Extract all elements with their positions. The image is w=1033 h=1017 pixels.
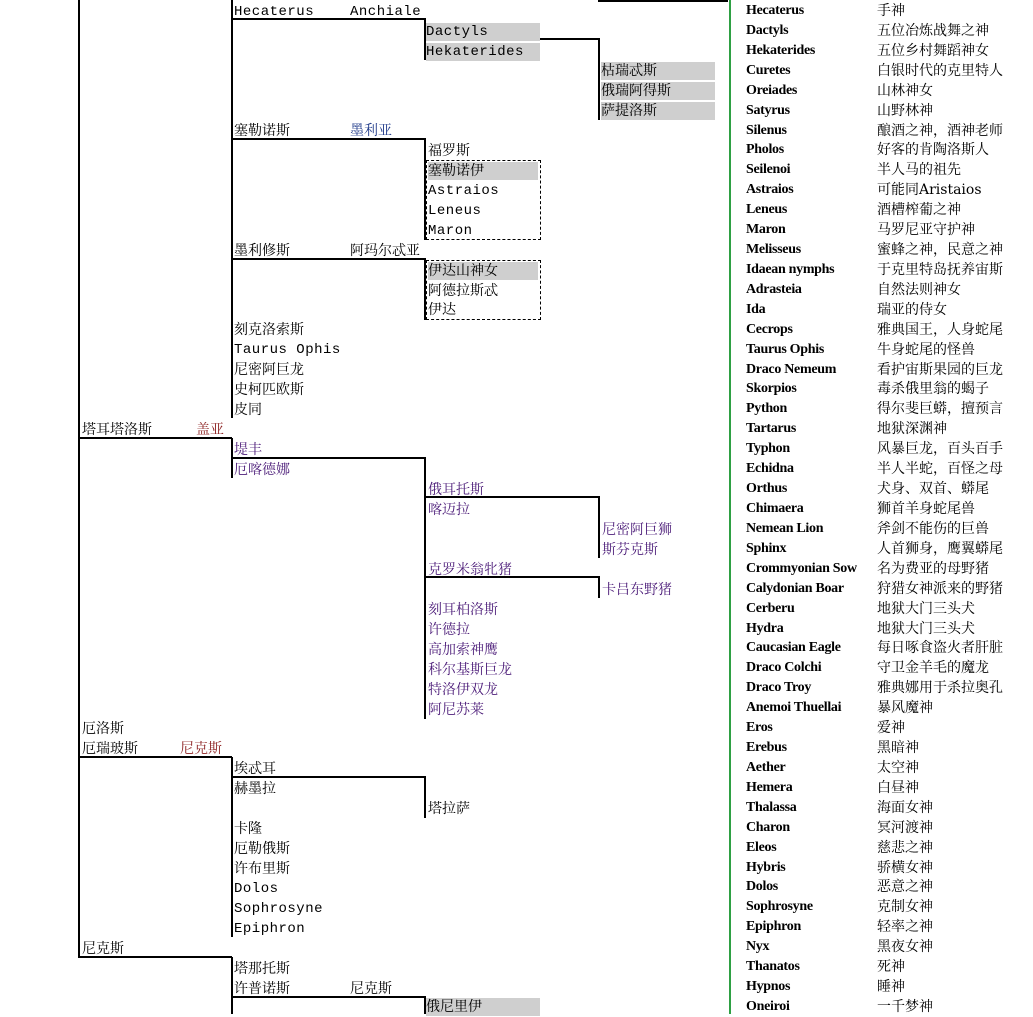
legend-chinese-description: 狩猎女神派来的野猪 — [877, 580, 1003, 597]
legend-chinese-description: 白昼神 — [877, 779, 919, 796]
legend-row — [746, 977, 1033, 997]
legend-row — [746, 957, 1033, 977]
node-draco-colchi: 科尔基斯巨龙 — [428, 662, 512, 678]
legend-row — [746, 619, 1033, 639]
legend-row — [746, 240, 1033, 260]
node-ida: 伊达 — [428, 302, 456, 318]
tree-line — [231, 0, 233, 418]
legend-chinese-description: 风暴巨龙，百头百手 — [877, 441, 1003, 458]
node-cerberus: 刻耳柏洛斯 — [428, 602, 498, 618]
tree-line — [424, 776, 426, 818]
legend-row — [746, 379, 1033, 399]
legend-chinese-description: 死神 — [877, 959, 905, 976]
legend-row — [746, 718, 1033, 738]
legend-row — [746, 997, 1033, 1017]
legend-row — [746, 21, 1033, 41]
legend-row — [746, 897, 1033, 917]
legend-row — [746, 877, 1033, 897]
legend-chinese-description: 于克里特岛抚养宙斯 — [877, 261, 1003, 278]
legend-row — [746, 280, 1033, 300]
node-skorpios: 史柯匹欧斯 — [234, 382, 304, 398]
legend-english-name: Maron — [746, 222, 786, 238]
legend-chinese-description: 好客的肯陶洛斯人 — [877, 142, 989, 159]
legend-row — [746, 360, 1033, 380]
legend-english-name: Hekaterides — [746, 42, 816, 58]
legend-english-name: Idaean nymphs — [746, 261, 835, 277]
node-sphinx: 斯芬克斯 — [602, 542, 658, 558]
legend-english-name: Sphinx — [746, 540, 787, 556]
legend-english-name: Typhon — [746, 441, 790, 457]
node-nyx2: 尼克斯 — [350, 981, 392, 997]
node-oreiades: 俄瑞阿得斯 — [601, 82, 715, 100]
node-gaia: 盖亚 — [196, 422, 224, 438]
legend-row — [746, 758, 1033, 778]
node-thanatos: 塔那托斯 — [234, 961, 290, 977]
node-nyx-wife: 尼克斯 — [180, 741, 222, 757]
node-silenus: 塞勒诺斯 — [234, 123, 290, 139]
legend-english-name: Astraios — [746, 182, 794, 198]
legend-english-name: Draco Nemeum — [746, 361, 837, 377]
node-hydra: 许德拉 — [428, 622, 470, 638]
legend-chinese-description: 半人马的祖先 — [877, 162, 961, 179]
legend-row — [746, 559, 1033, 579]
legend-chinese-description: 可能同Aristaios — [877, 182, 982, 199]
legend-row — [746, 479, 1033, 499]
legend-chinese-description: 骄横女神 — [877, 859, 933, 876]
legend-english-name: Cerberu — [746, 600, 795, 616]
node-anemoi: 阿尼苏莱 — [428, 702, 484, 718]
legend-row — [746, 121, 1033, 141]
legend-english-name: Dactyls — [746, 22, 789, 38]
legend-chinese-description: 太空神 — [877, 759, 919, 776]
legend-row — [746, 439, 1033, 459]
node-thalassa: 塔拉萨 — [428, 801, 470, 817]
tree-line — [598, 0, 728, 2]
legend-chinese-description: 酒槽榨葡之神 — [877, 202, 961, 219]
node-curetes: 枯瑞忒斯 — [601, 62, 715, 80]
node-typhon: 堤丰 — [234, 442, 262, 458]
legend-chinese-description: 慈悲之神 — [877, 839, 933, 856]
node-crommyonian-sow: 克罗米翁牝猪 — [428, 562, 512, 578]
legend-english-name: Hybris — [746, 859, 786, 875]
legend-chinese-description: 克制女神 — [877, 899, 933, 916]
node-pholos: 福罗斯 — [428, 143, 470, 159]
legend-english-name: Hypnos — [746, 979, 791, 995]
node-tartarus: 塔耳塔洛斯 — [82, 422, 152, 438]
legend-chinese-description: 自然法则神女 — [877, 281, 961, 298]
legend-chinese-description: 爱神 — [877, 720, 905, 737]
legend-chinese-description: 冥河渡神 — [877, 819, 933, 836]
legend-chinese-description: 山野林神 — [877, 102, 933, 119]
legend-chinese-description: 瑞亚的侍女 — [877, 301, 947, 318]
legend-english-name: Ida — [746, 301, 766, 317]
legend-english-name: Skorpios — [746, 381, 797, 397]
legend-english-name: Oneiroi — [746, 999, 790, 1014]
legend-row — [746, 61, 1033, 81]
legend-row — [746, 101, 1033, 121]
legend-chinese-description: 毒杀俄里翁的蝎子 — [877, 381, 989, 398]
legend-chinese-description: 五位冶炼战舞之神 — [877, 22, 989, 39]
legend-row — [746, 499, 1033, 519]
legend-english-name: Silenus — [746, 122, 787, 138]
node-python: 皮同 — [234, 402, 262, 418]
legend-row — [746, 519, 1033, 539]
legend-english-name: Thalassa — [746, 799, 797, 815]
node-nemean-lion: 尼密阿巨狮 — [602, 522, 672, 538]
tree-line — [598, 496, 600, 558]
legend-row — [746, 160, 1033, 180]
legend-chinese-description: 轻率之神 — [877, 919, 933, 936]
legend-english-name: Chimaera — [746, 501, 804, 516]
node-epiphron: Epiphron — [234, 921, 306, 937]
legend-chinese-description: 守卫金羊毛的魔龙 — [877, 660, 989, 677]
legend-english-name: Nyx — [746, 939, 770, 955]
legend-row — [746, 678, 1033, 698]
legend-chinese-description: 酿酒之神，酒神老师 — [877, 122, 1003, 139]
tree-line — [231, 957, 233, 1014]
legend-row — [746, 917, 1033, 937]
legend-english-name: Hemera — [746, 779, 793, 795]
legend-english-name: Eros — [746, 720, 773, 736]
legend-chinese-description: 海面女神 — [877, 799, 933, 816]
legend-chinese-description: 恶意之神 — [877, 879, 933, 896]
tree-line — [598, 38, 600, 120]
node-eleos: 厄勒俄斯 — [234, 841, 290, 857]
legend-chinese-description: 雅典娜用于杀拉奥孔 — [877, 680, 1003, 697]
node-draco-troy: 特洛伊双龙 — [428, 682, 498, 698]
node-seilenoi: 塞勒诺伊 — [428, 162, 538, 180]
legend-row — [746, 599, 1033, 619]
legend-chinese-description: 手神 — [877, 3, 905, 19]
legend-row — [746, 798, 1033, 818]
node-chimaera: 喀迈拉 — [428, 502, 470, 518]
legend-english-name: Charon — [746, 819, 790, 835]
legend-row — [746, 778, 1033, 798]
legend-chinese-description: 得尔斐巨蟒，擅预言 — [877, 401, 1003, 418]
legend-english-name: Satyrus — [746, 102, 790, 118]
legend-english-name: Caucasian Eagle — [746, 640, 841, 656]
legend-english-name: Thanatos — [746, 959, 800, 975]
node-erebus: 厄瑞玻斯 — [82, 741, 138, 757]
legend-chinese-description: 雅典国王，人身蛇尾 — [877, 321, 1003, 338]
node-hypnos: 许普诺斯 — [234, 981, 290, 997]
node-hemera: 赫墨拉 — [234, 781, 276, 797]
node-calydonian-boar: 卡吕东野猪 — [602, 582, 672, 598]
node-melia: 墨利亚 — [350, 123, 392, 139]
legend-english-name: Leneus — [746, 202, 787, 218]
legend-row — [746, 180, 1033, 200]
legend-english-name: Oreiades — [746, 82, 798, 98]
node-cecrops: 刻克洛索斯 — [234, 322, 304, 338]
legend-chinese-description: 马罗尼亚守护神 — [877, 222, 975, 239]
node-idaean-nymphs: 伊达山神女 — [428, 262, 538, 280]
legend-chinese-description: 犬身、双首、蟒尾 — [877, 481, 989, 498]
legend-row — [746, 320, 1033, 340]
legend-row — [746, 340, 1033, 360]
legend-row — [746, 838, 1033, 858]
legend-chinese-description: 狮首羊身蛇尾兽 — [877, 501, 975, 517]
legend-row — [746, 818, 1033, 838]
tree-line — [231, 757, 233, 937]
legend-row — [746, 858, 1033, 878]
legend-english-name: Orthus — [746, 481, 787, 497]
legend-row — [746, 140, 1033, 160]
node-leneus: Leneus — [428, 203, 482, 219]
legend-chinese-description: 暴风魔神 — [877, 700, 933, 717]
legend-row — [746, 300, 1033, 320]
legend-chinese-description: 五位乡村舞蹈神女 — [877, 42, 989, 59]
legend-english-name: Anemoi Thuellai — [746, 700, 842, 716]
legend-english-name: Seilenoi — [746, 162, 791, 178]
legend-row — [746, 539, 1033, 559]
legend-english-name: Melisseus — [746, 242, 801, 258]
node-dactyls: Dactyls — [426, 23, 540, 41]
legend-chinese-description: 名为费亚的母野猪 — [877, 560, 989, 577]
legend-divider — [729, 0, 731, 1014]
legend-chinese-description: 睡神 — [877, 979, 905, 996]
tree-line — [598, 576, 600, 598]
node-anchiale: Anchiale — [350, 4, 422, 20]
legend-chinese-description: 人首狮身，鹰翼蟒尾 — [877, 540, 1003, 557]
legend-chinese-description: 每日啄食盗火者肝脏 — [877, 640, 1003, 657]
legend-row — [746, 200, 1033, 220]
legend-english-name: Epiphron — [746, 919, 801, 935]
legend-row — [746, 419, 1033, 439]
node-sophrosyne: Sophrosyne — [234, 901, 324, 917]
node-orthus: 俄耳托斯 — [428, 482, 484, 498]
node-hekaterides: Hekaterides — [426, 43, 540, 61]
node-eros: 厄洛斯 — [82, 721, 124, 737]
legend-row — [746, 399, 1033, 419]
legend-chinese-description: 地狱大门三头犬 — [877, 600, 975, 617]
legend-english-name: Aether — [746, 759, 786, 775]
legend-english-name: Pholos — [746, 142, 784, 158]
node-astraios: Astraios — [428, 183, 500, 199]
legend-english-name: Eleos — [746, 839, 777, 855]
legend-english-name: Nemean Lion — [746, 520, 824, 536]
legend-chinese-description: 斧剑不能伤的巨兽 — [877, 520, 989, 537]
legend-row — [746, 937, 1033, 957]
legend-row — [746, 260, 1033, 280]
node-aether: 埃忒耳 — [234, 761, 276, 777]
legend-chinese-description: 半人半蛇，百怪之母 — [877, 461, 1003, 478]
node-taurus-ophis: Taurus Ophis — [234, 342, 341, 358]
legend-english-name: Cecrops — [746, 321, 793, 337]
legend-english-name: Hydra — [746, 620, 784, 636]
legend-row — [746, 1, 1033, 21]
node-satyrus: 萨提洛斯 — [601, 102, 715, 120]
legend-chinese-description: 蜜蜂之神，民意之神 — [877, 242, 1003, 259]
node-maron: Maron — [428, 223, 473, 239]
tree-line — [78, 0, 80, 958]
node-amaltheia: 阿玛尔忒亚 — [350, 243, 420, 259]
legend-row — [746, 459, 1033, 479]
legend-english-name: Hecaterus — [746, 3, 804, 18]
node-draco-nemeum: 尼密阿巨龙 — [234, 362, 304, 378]
legend-chinese-description: 山林神女 — [877, 82, 933, 99]
legend-english-name: Crommyonian Sow — [746, 560, 857, 576]
legend-chinese-description: 白银时代的克里特人 — [877, 62, 1003, 79]
node-adrasteia: 阿德拉斯忒 — [428, 283, 498, 299]
legend-english-name: Taurus Ophis — [746, 341, 824, 357]
node-nyx: 尼克斯 — [82, 941, 124, 957]
legend-row — [746, 81, 1033, 101]
legend-english-name: Adrasteia — [746, 281, 802, 297]
legend-english-name: Dolos — [746, 879, 778, 895]
legend-english-name: Tartarus — [746, 421, 796, 437]
legend-row — [746, 658, 1033, 678]
legend-chinese-description: 看护宙斯果园的巨龙 — [877, 361, 1003, 378]
legend-chinese-description: 黑夜女神 — [877, 939, 933, 956]
legend-row — [746, 220, 1033, 240]
legend-chinese-description: 一千梦神 — [877, 999, 933, 1015]
node-hecaterus: Hecaterus — [234, 4, 315, 20]
legend-row — [746, 738, 1033, 758]
legend-english-name: Curetes — [746, 62, 791, 78]
legend-row — [746, 41, 1033, 61]
legend-english-name: Draco Troy — [746, 680, 812, 696]
legend-row — [746, 698, 1033, 718]
node-caucasian-eagle: 高加索神鹰 — [428, 642, 498, 658]
legend-chinese-description: 牛身蛇尾的怪兽 — [877, 341, 975, 358]
legend-row — [746, 638, 1033, 658]
legend-english-name: Calydonian Boar — [746, 580, 844, 596]
legend-english-name: Sophrosyne — [746, 899, 813, 915]
legend-english-name: Erebus — [746, 740, 787, 756]
node-charon: 卡隆 — [234, 821, 262, 837]
legend-row — [746, 579, 1033, 599]
node-dolos: Dolos — [234, 881, 279, 897]
legend-english-name: Python — [746, 401, 787, 417]
legend-english-name: Draco Colchi — [746, 660, 822, 676]
node-oneiroi: 俄尼里伊 — [426, 998, 540, 1016]
legend-chinese-description: 黑暗神 — [877, 740, 919, 757]
node-melisseus: 墨利修斯 — [234, 243, 290, 259]
legend-chinese-description: 地狱大门三头犬 — [877, 620, 975, 637]
legend-chinese-description: 地狱深渊神 — [877, 421, 947, 438]
node-hybris: 许布里斯 — [234, 861, 290, 877]
legend-english-name: Echidna — [746, 461, 794, 477]
node-echidna: 厄喀德娜 — [234, 462, 290, 478]
